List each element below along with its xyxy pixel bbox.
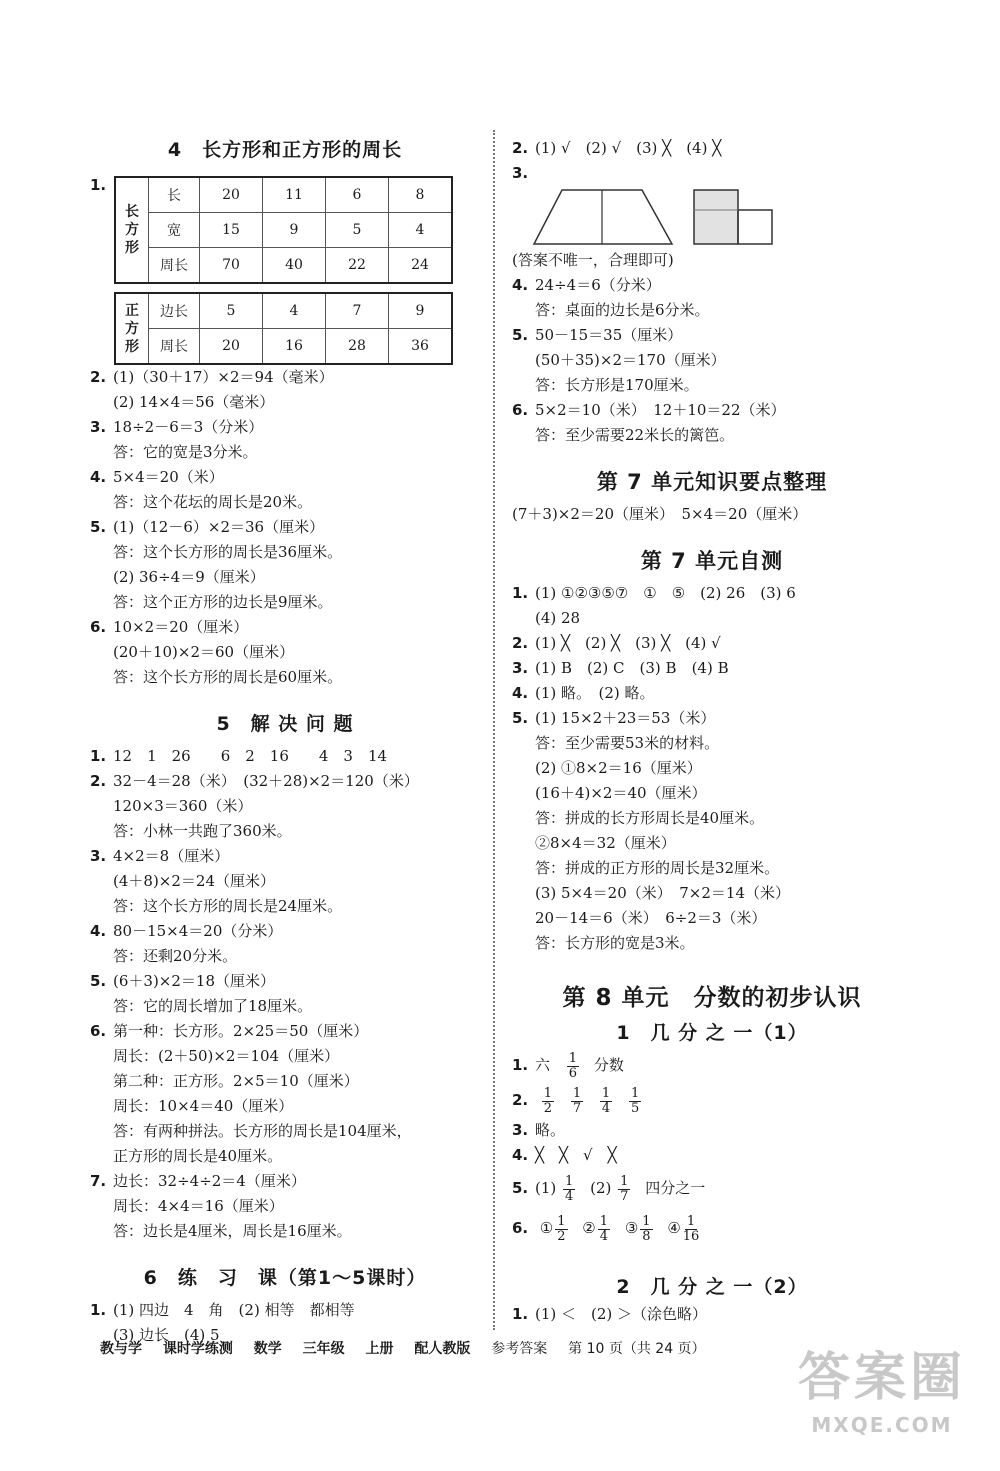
answer-line: (答案不唯一，合理即可) <box>512 251 674 269</box>
fraction: $\frac{1}{4}$ <box>565 1173 574 1204</box>
answer-line: 5. (6＋3)×2＝18（厘米） <box>90 972 275 990</box>
column-divider <box>493 130 495 1330</box>
answer-line: 周长：(2＋50)×2＝104（厘米） <box>113 1047 340 1065</box>
square-shape-right <box>738 210 772 244</box>
section-title-4: 4 长方形和正方形的周长 <box>167 139 403 161</box>
answer-line: 答：有两种拼法。长方形的周长是104厘米， <box>113 1122 412 1140</box>
square-side-label: 正 方 形 <box>115 293 149 364</box>
answer-line: (7＋3)×2＝20（厘米） 5×4＝20（厘米） <box>512 505 808 523</box>
right-column <box>512 130 912 1327</box>
answer-line: 6. 10×2＝20（厘米） <box>90 618 249 636</box>
answer-line: 答：边长是4厘米，周长是16厘米。 <box>113 1222 352 1240</box>
fraction: $\frac{1}{2}$ <box>543 1085 553 1116</box>
answer-line: 2. (1) ╳ (2) ╳ (3) ╳ (4) √ <box>512 634 721 652</box>
square-shape-shaded <box>694 190 738 244</box>
shape-figures <box>512 186 912 248</box>
answer-line: 1. 12 1 26 6 2 16 4 3 14 <box>90 747 388 765</box>
answer-line: 2. (1) √ (2) √ (3) ╳ (4) ╳ <box>512 139 722 157</box>
answer-line: 答：桌面的边长是6分米。 <box>535 301 710 319</box>
answer-line: 答：这个长方形的周长是36厘米。 <box>113 543 343 561</box>
q1-tables: 1. 长 方 形 长 20 11 6 8 宽 15 9 5 4 周长 70 40 22 24 正 方 形 边长 5 4 7 9 周长 20 16 28 36 <box>90 176 480 365</box>
answer-line: 答：小林一共跑了360米。 <box>113 822 292 840</box>
shapes-diagram <box>512 186 872 248</box>
fraction: $\frac{1}{4}$ <box>599 1213 609 1244</box>
answer-line: 正方形的周长是40厘米。 <box>113 1147 283 1165</box>
fraction: $\frac{1}{7}$ <box>572 1085 582 1116</box>
answer-line: 答：长方形是170厘米。 <box>535 376 699 394</box>
fraction: $\frac{1}{4}$ <box>601 1085 611 1116</box>
unit8-subtitle-1: 1 几 分 之 一（1） <box>616 1022 808 1044</box>
answer-line: 2. 32－4＝28（米） (32＋28)×2＝120（米） <box>90 772 419 790</box>
trapezoid-shape <box>534 190 672 244</box>
fraction: $\frac{1}{2}$ <box>557 1213 566 1244</box>
fraction: $\frac{1}{6}$ <box>568 1050 578 1081</box>
footer-series: 课时学练测 <box>162 1341 233 1357</box>
unit8-title: 第 8 单元 分数的初步认识 <box>562 985 862 1011</box>
answer-line: 6. ① $\frac{1}{2}$ ② $\frac{1}{4}$ ③ $\frac{1}{8}$ ④ $\frac{1}{16}$ <box>512 1213 700 1244</box>
answer-line: 20－14＝6（米） 6÷2＝3（米） <box>535 909 767 927</box>
answer-line: 4. ╳ ╳ √ ╳ <box>512 1146 617 1164</box>
footer-grade: 三年级 <box>302 1341 345 1357</box>
answer-line: (2) 14×4＝56（毫米） <box>113 393 275 411</box>
answer-line: 答：长方形的宽是3米。 <box>535 934 695 952</box>
answer-line: (4＋8)×2＝24（厘米） <box>113 872 275 890</box>
answer-line: 答：至少需要53米的材料。 <box>535 734 720 752</box>
fraction: $\frac{1}{8}$ <box>642 1213 651 1244</box>
answer-line: 答：它的周长增加了18厘米。 <box>113 997 313 1015</box>
answer-line: 答：这个正方形的边长是9厘米。 <box>113 593 333 611</box>
answer-line: 答：这个长方形的周长是24厘米。 <box>113 897 343 915</box>
answer-line: 5. (1)（12－6）×2＝36（厘米） <box>90 518 325 536</box>
answer-line: 答：还剩20分米。 <box>113 947 238 965</box>
rect-side-label: 长 方 形 <box>115 177 149 283</box>
footer-edition: 配人教版 <box>414 1341 471 1357</box>
answer-line: 5. 50－15＝35（厘米） <box>512 326 683 344</box>
answer-line: 4. (1) 略。 (2) 略。 <box>512 684 655 702</box>
fraction: $\frac{1}{7}$ <box>620 1173 629 1204</box>
footer-answer: 参考答案 <box>491 1341 548 1357</box>
answer-line: 6. 第一种：长方形。2×25＝50（厘米） <box>90 1022 369 1040</box>
answer-line: 周长：10×4＝40（厘米） <box>113 1097 294 1115</box>
answer-line: (2) 36÷4＝9（厘米） <box>113 568 265 586</box>
answer-line: 3. 18÷2－6＝3（分米） <box>90 418 264 436</box>
unit7-summary-title: 第 7 单元知识要点整理 <box>596 470 828 494</box>
answer-line: 4. 80－15×4＝20（分米） <box>90 922 283 940</box>
answer-line: ②8×4＝32（厘米） <box>535 834 676 852</box>
answer-line: 答：它的宽是3分米。 <box>113 443 258 461</box>
answer-line: 5. (1) 15×2＋23＝53（米） <box>512 709 716 727</box>
section-title-6: 6 练 习 课（第1～5课时） <box>143 1267 427 1289</box>
square-table: 正 方 形 边长 5 4 7 9 周长 20 16 28 36 <box>114 292 453 365</box>
answer-line: (4) 28 <box>535 609 581 627</box>
fraction: $\frac{1}{16}$ <box>682 1213 700 1244</box>
watermark-logo: 答案圈 MXQE.COM <box>797 1348 966 1437</box>
answer-line: 4. 24÷4＝6（分米） <box>512 276 661 294</box>
answer-line: 3. 4×2＝8（厘米） <box>90 847 230 865</box>
section-title-5: 5 解 决 问 题 <box>216 713 354 735</box>
answer-line: 答：拼成的长方形周长是40厘米。 <box>535 809 765 827</box>
unit7-test-title: 第 7 单元自测 <box>640 549 784 573</box>
answer-line: 4. 5×4＝20（米） <box>90 468 224 486</box>
answer-line: 1. (1) ①②③⑤⑦ ① ⑤ (2) 26 (3) 6 <box>512 584 796 602</box>
answer-line: (20＋10)×2＝60（厘米） <box>113 643 295 661</box>
footer-volume: 上册 <box>365 1341 394 1357</box>
fraction: $\frac{1}{5}$ <box>630 1085 640 1116</box>
answer-line: 5. (1) $\frac{1}{4}$ (2) $\frac{1}{7}$ 四分之一 <box>512 1173 706 1204</box>
page-footer <box>100 1338 900 1358</box>
answer-line: 答：至少需要22米长的篱笆。 <box>535 426 735 444</box>
answer-line: (3) 边长 (4) 5 <box>113 1326 220 1344</box>
answer-line: 2. (1)（30＋17）×2＝94（毫米） <box>90 368 334 386</box>
answer-line: (3) 5×4＝20（米） 7×2＝14（米） <box>535 884 791 902</box>
answer-line: (50＋35)×2＝170（厘米） <box>535 351 726 369</box>
answer-line: 2. $\frac{1}{2}$ $\frac{1}{7}$ $\frac{1}{4}$ $\frac{1}{5}$ <box>512 1085 640 1116</box>
footer-subject: 数学 <box>253 1341 282 1357</box>
footer-page-number: 第 10 页（共 24 页） <box>568 1341 706 1357</box>
answer-line: 7. 边长：32÷4÷2＝4（厘米） <box>90 1172 306 1190</box>
answer-line: 答：这个长方形的周长是60厘米。 <box>113 668 343 686</box>
answer-line: 答：这个花坛的周长是20米。 <box>113 493 313 511</box>
rectangle-table: 长 方 形 长 20 11 6 8 宽 15 9 5 4 周长 70 40 22 24 <box>114 176 453 284</box>
answer-line: 1. (1) ＜ (2) ＞（涂色略） <box>512 1305 708 1323</box>
answer-line: 1. (1) 四边 4 角 (2) 相等 都相等 <box>90 1301 355 1319</box>
answer-line: 120×3＝360（米） <box>113 797 253 815</box>
footer-brand: 教与学 <box>100 1341 142 1357</box>
left-column <box>90 130 480 1348</box>
answer-line: 3. 略。 <box>512 1121 566 1139</box>
answer-line: 6. 5×2＝10（米） 12＋10＝22（米） <box>512 401 786 419</box>
answer-line: 3. (1) B (2) C (3) B (4) B <box>512 659 729 677</box>
answer-line: 1. 六 $\frac{1}{6}$ 分数 <box>512 1050 624 1081</box>
answer-line: 周长：4×4＝16（厘米） <box>113 1197 284 1215</box>
answer-line: 答：拼成的正方形的周长是32厘米。 <box>535 859 780 877</box>
unit8-subtitle-2: 2 几 分 之 一（2） <box>616 1276 808 1298</box>
answer-line: 第二种：正方形。2×5＝10（厘米） <box>113 1072 359 1090</box>
answer-line: (16＋4)×2＝40（厘米） <box>535 784 707 802</box>
answer-line: 3. <box>512 164 529 182</box>
answer-line: (2) ①8×2＝16（厘米） <box>535 759 702 777</box>
